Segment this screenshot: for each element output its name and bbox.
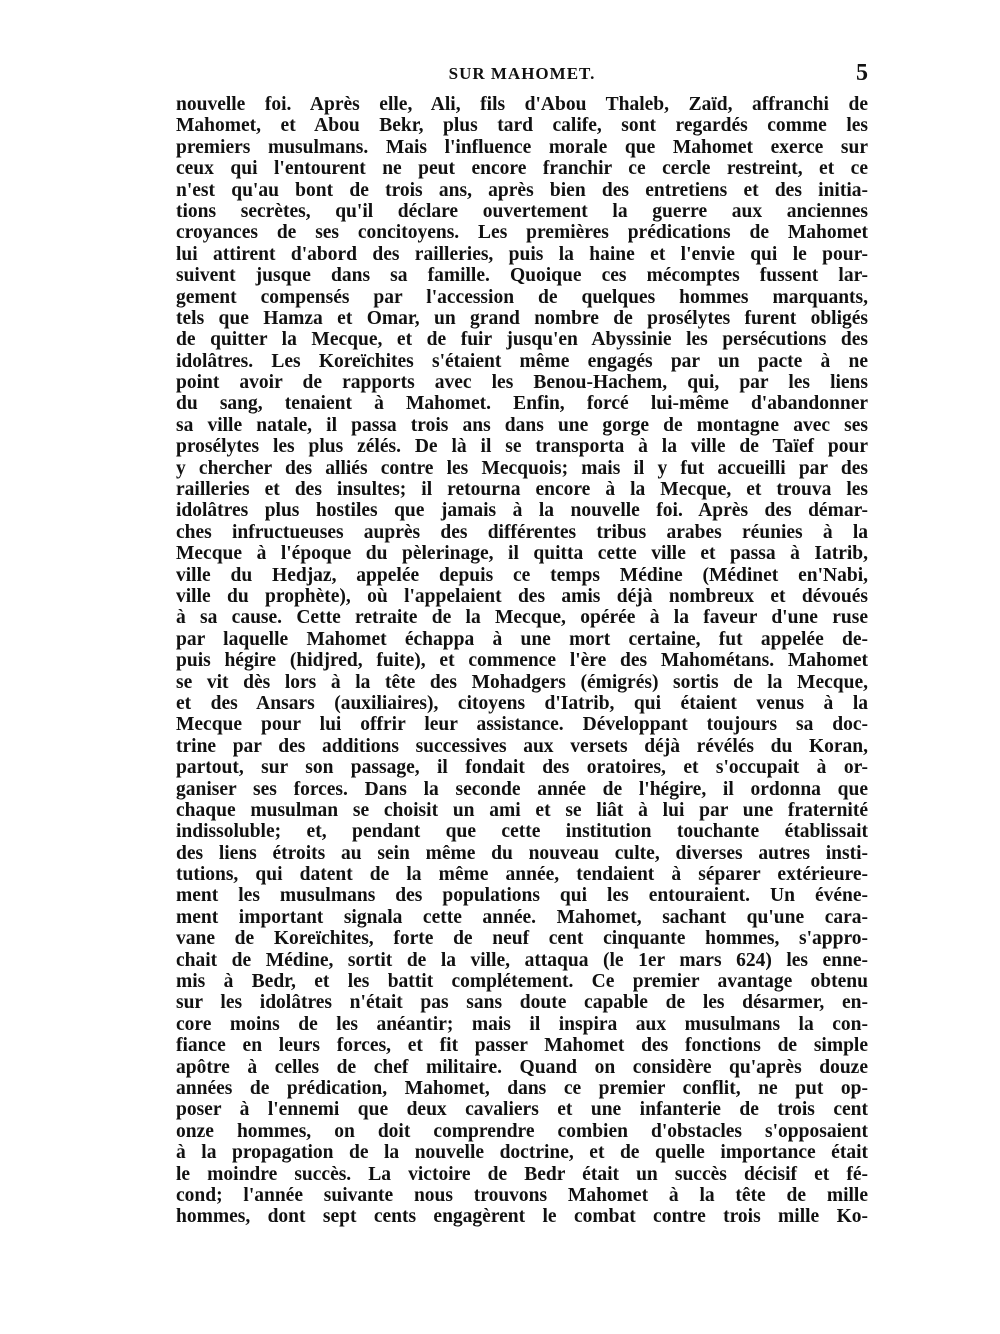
text-line: core moins de les anéantir; mais il inspira aux musulmans la con- — [176, 1013, 868, 1035]
text-line: mis à Bedr, et les battit complétement. Ce premier avantage obtenu — [176, 971, 868, 993]
text-line: Mahomet, et Abou Bekr, plus tard calife, sont regardés comme les — [176, 115, 868, 137]
running-head — [176, 60, 868, 90]
text-line: vane de Koreïchites, forte de neuf cent cinquante hommes, s'appro- — [176, 928, 868, 950]
page-number: 5 — [856, 60, 868, 86]
text-line: puis hégire (hidjred, fuite), et commence l'ère des Mahométans. Mahomet — [176, 650, 868, 672]
text-line: se vit dès lors à la tête des Mohadgers (émigrés) sortis de la Mecque, — [176, 671, 868, 693]
text-line: y chercher des alliés contre les Mecquois; mais il y fut accueilli par des — [176, 457, 868, 479]
text-line: hommes, dont sept cents engagèrent le combat contre trois mille Ko- — [176, 1206, 868, 1228]
text-line: ment important signala cette année. Mahomet, sachant qu'une cara- — [176, 906, 868, 928]
text-line: ches infructueuses auprès des différentes tribus arabes réunies à la — [176, 521, 868, 543]
text-line: partout, sur son passage, il fondait des oratoires, et s'occupait à or- — [176, 757, 868, 779]
text-line: années de prédication, Mahomet, dans ce premier conflit, ne put op- — [176, 1077, 868, 1099]
text-line: tutions, qui datent de la même année, tendaient à séparer extérieure- — [176, 864, 868, 886]
text-line: à sa cause. Cette retraite de la Mecque, opérée à la faveur d'une ruse — [176, 607, 868, 629]
text-line: ganiser ses forces. Dans la seconde année de l'hégire, il ordonna que — [176, 778, 868, 800]
text-line: ville du Hedjaz, appelée depuis ce temps Médine (Médinet en'Nabi, — [176, 564, 868, 586]
text-line: des liens étroits au sein même du nouveau culte, diverses autres insti- — [176, 842, 868, 864]
text-line: chaque musulman se choisit un ami et se liât à lui par une fraternité — [176, 799, 868, 821]
text-line: cond; l'année suivante nous trouvons Mahomet à la tête de mille — [176, 1184, 868, 1206]
text-line: ville du prophète), où l'appelaient des amis déjà nombreux et dévoués — [176, 585, 868, 607]
text-line: et des Ansars (auxiliaires), citoyens d'Iatrib, qui étaient venus à la — [176, 692, 868, 714]
text-line: croyances de ses concitoyens. Les premières prédications de Mahomet — [176, 222, 868, 244]
text-line: du sang, tenaient à Mahomet. Enfin, forcé lui-même d'abandonner — [176, 393, 868, 415]
text-line: fiance en leurs forces, et fit passer Mahomet des fonctions de simple — [176, 1035, 868, 1057]
text-line: prosélytes les plus zélés. De là il se transporta à la ville de Taïef pour — [176, 436, 868, 458]
text-line: chait de Médine, sortit de la ville, attaqua (le 1er mars 624) les enne- — [176, 949, 868, 971]
text-line: poser à l'ennemi que deux cavaliers et une infanterie de trois cent — [176, 1099, 868, 1121]
running-title: SUR MAHOMET. — [448, 64, 596, 83]
text-line: ment les musulmans des populations qui les entouraient. Un événe- — [176, 885, 868, 907]
text-line: ceux qui l'entourent ne peut encore franchir ce cercle restreint, et ce — [176, 158, 868, 180]
text-line: point avoir de rapports avec les Benou-Hachem, qui, par les liens — [176, 372, 868, 394]
text-line: railleries et des insultes; il retourna encore à la Mecque, et trouva les — [176, 479, 868, 501]
text-line: idolâtres. Les Koreïchites s'étaient même engagés par un pacte à ne — [176, 350, 868, 372]
text-line: suivent jusque dans sa famille. Quoique ces mécomptes fussent lar- — [176, 265, 868, 287]
text-line: le moindre succès. La victoire de Bedr était un succès décisif et fé- — [176, 1163, 868, 1185]
text-line: à la propagation de la nouvelle doctrine, et de quelle importance était — [176, 1142, 868, 1164]
text-line: onze hommes, on doit comprendre combien d'obstacles s'opposaient — [176, 1120, 868, 1142]
body-text — [176, 94, 868, 1228]
text-line: de quitter la Mecque, et de fuir jusqu'en Abyssinie les persécutions des — [176, 329, 868, 351]
text-line: gement compensés par l'accession de quelques hommes marquants, — [176, 286, 868, 308]
text-line: Mecque à l'époque du pèlerinage, il quitta cette ville et passa à Iatrib, — [176, 543, 868, 565]
text-line: indissoluble; et, pendant que cette institution touchante établissait — [176, 821, 868, 843]
text-line: n'est qu'au bont de trois ans, après bien des entretiens et des initia- — [176, 179, 868, 201]
text-line: lui attirent d'abord des railleries, puis la haine et l'envie qui le pour- — [176, 243, 868, 265]
text-line: premiers musulmans. Mais l'influence morale que Mahomet exerce sur — [176, 136, 868, 158]
text-line: sa ville natale, il passa trois ans dans une gorge de montagne avec ses — [176, 414, 868, 436]
text-line: nouvelle foi. Après elle, Ali, fils d'Abou Thaleb, Zaïd, affranchi de — [176, 94, 868, 115]
text-line: idolâtres plus hostiles que jamais à la nouvelle foi. Après des démar- — [176, 500, 868, 522]
text-line: par laquelle Mahomet échappa à une mort certaine, fut appelée de- — [176, 628, 868, 650]
text-line: tions secrètes, qu'il déclare ouvertement la guerre aux anciennes — [176, 200, 868, 222]
text-line: Mecque pour lui offrir leur assistance. Développant toujours sa doc- — [176, 714, 868, 736]
text-line: trine par des additions successives aux versets déjà révélés du Koran, — [176, 735, 868, 757]
text-line: apôtre à celles de chef militaire. Quand on considère qu'après douze — [176, 1056, 868, 1078]
text-line: tels que Hamza et Omar, un grand nombre de prosélytes furent obligés — [176, 307, 868, 329]
text-line: sur les idolâtres n'était pas sans doute capable de les désarmer, en- — [176, 992, 868, 1014]
